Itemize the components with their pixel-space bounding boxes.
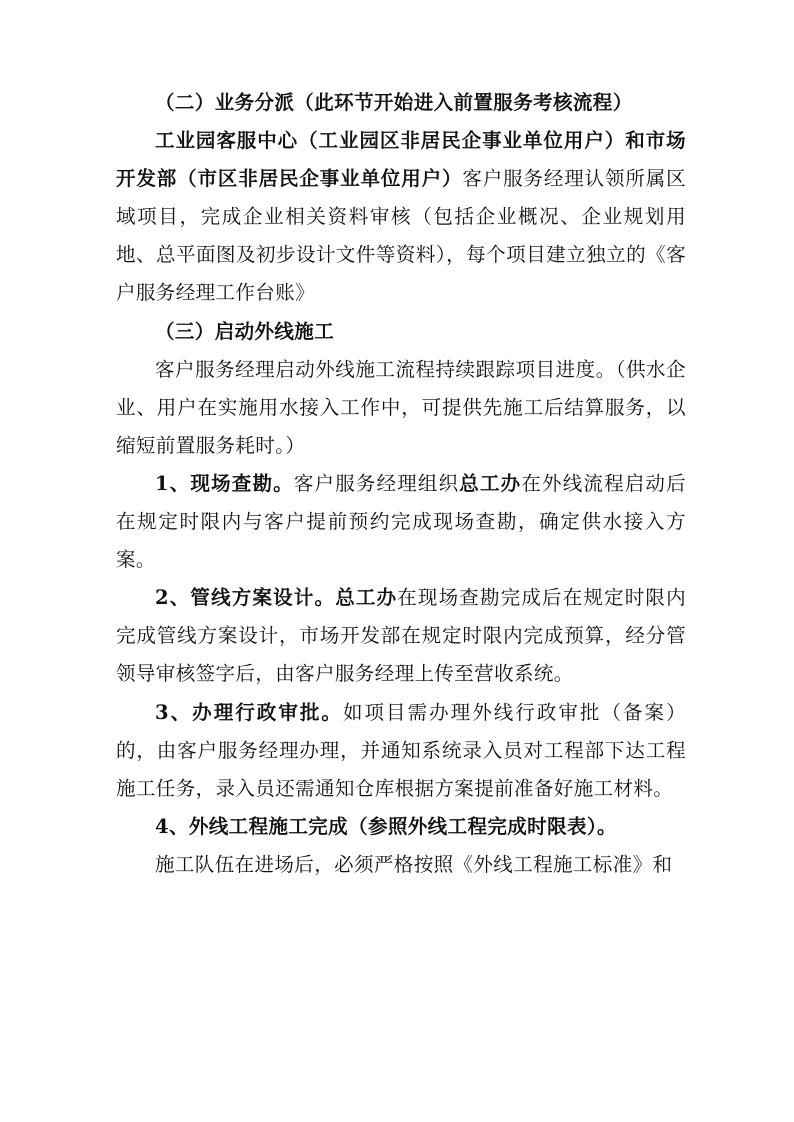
step-1-title: 1、现场查勘。 (155, 471, 294, 495)
step-3-paragraph (116, 694, 686, 808)
step-4-body: 施工队伍在进场后，必须严格按照《外线工程施工标准》和 (155, 852, 673, 876)
step-1-text-b: 在外线流程启动后在规定时限内与客户提前预约完成现场查勘，确定供水接入方案。 (116, 471, 687, 572)
section-2-body-lead: 工业园客服中心（工业园区非居民企事业单位用户）和市场开发部（市区非居民企事业单位用户） (116, 129, 686, 191)
step-1-dept: 总工办 (459, 471, 522, 495)
document-body (116, 84, 686, 884)
step-2-text: 在现场查勘完成后在规定时限内完成管线方案设计，市场开发部在规定时限内完成预算，经分管领导审核签字后，由客户服务经理上传至营收系统。 (116, 586, 686, 686)
section-3-intro: 客户服务经理启动外线施工流程持续跟踪项目进度。（供水企业、用户在实施用水接入工作中，可提供先施工后结算服务，以缩短前置服务耗时。） (116, 357, 686, 457)
section-2-heading: （二）业务分派（此环节开始进入前置服务考核流程） (155, 91, 633, 114)
step-4-title: 4、外线工程施工完成（参照外线工程完成时限表）。 (155, 814, 617, 838)
step-2-dept: 总工办 (335, 586, 398, 610)
step-2-title: 2、管线方案设计。 (155, 586, 336, 610)
step-3-title: 3、办理行政审批。 (155, 700, 343, 724)
step-1-text-a: 客户服务经理组织 (293, 471, 460, 495)
section-2-body (116, 122, 686, 312)
step-3-text: 如项目需办理外线行政审批（备案）的，由客户服务经理办理，并通知系统录入员对工程部下达工程施工任务，录入员还需通知仓库根据方案提前准备好施工材料。 (116, 700, 686, 800)
section-2-body-text: 客户服务经理认领所属区域项目，完成企业相关资料审核（包括企业概况、企业规划用地、总平面图及初步设计文件等资料），每个项目建立独立的《客户服务经理工作台账》 (116, 167, 686, 305)
step-1-paragraph (116, 465, 686, 579)
step-2-paragraph (116, 579, 686, 693)
section-3-heading: （三）启动外线施工 (155, 319, 335, 343)
